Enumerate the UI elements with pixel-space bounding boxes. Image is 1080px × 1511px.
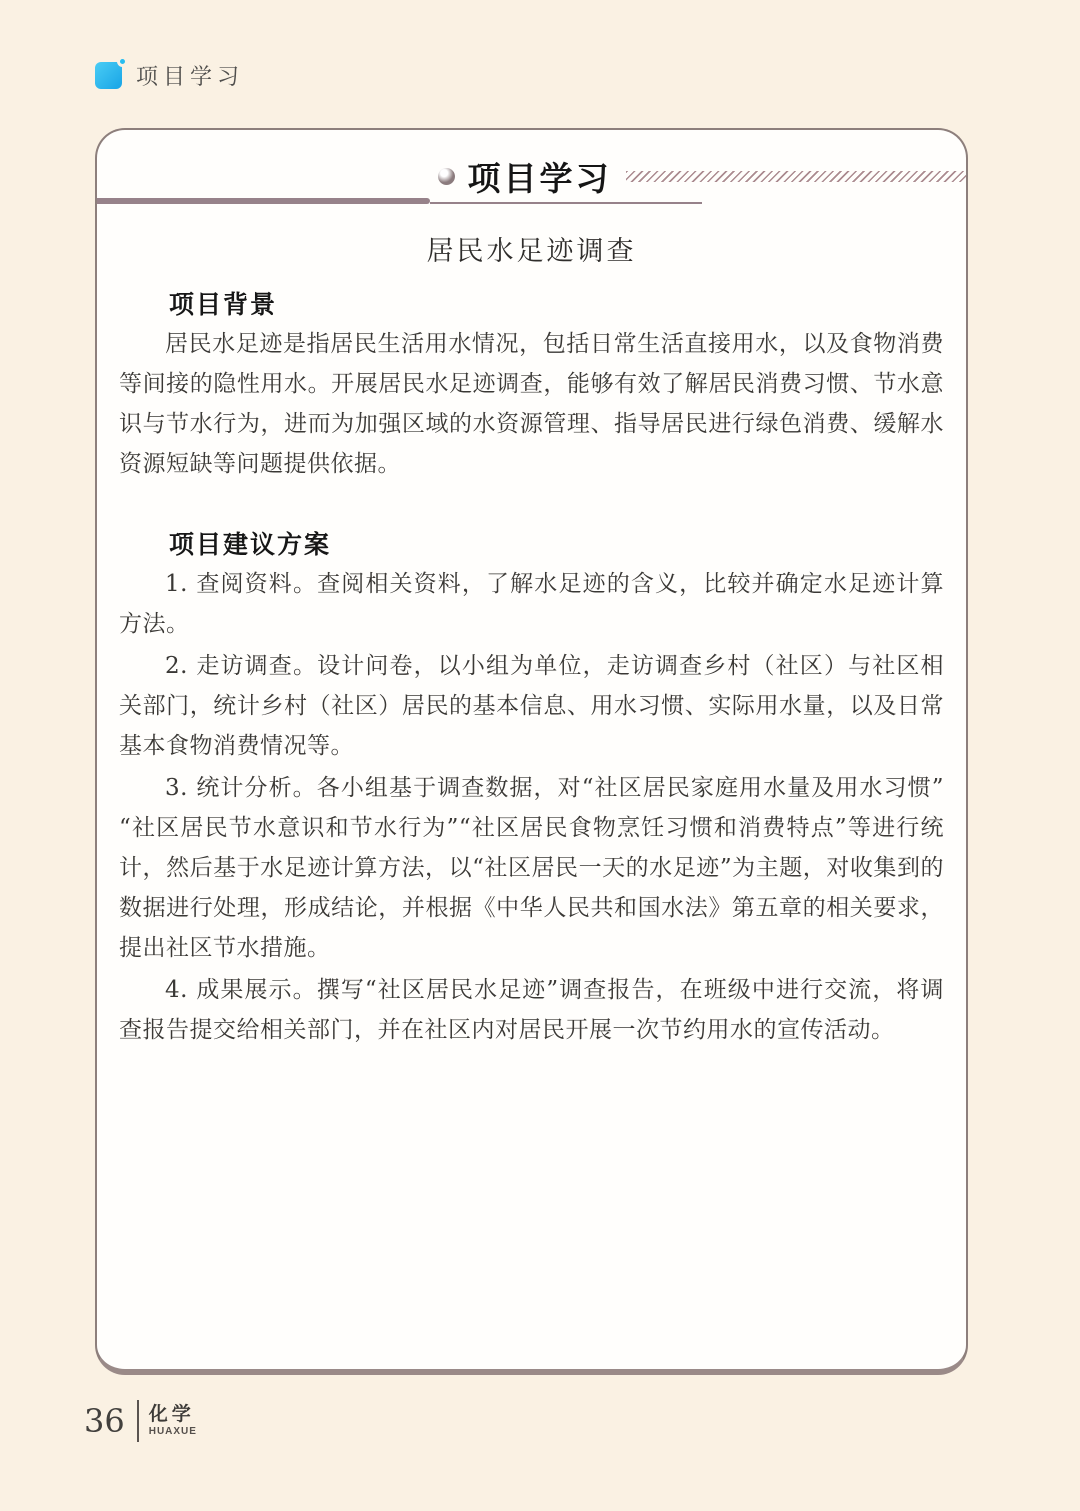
footer-divider [137, 1400, 139, 1442]
diagonal-stripes-decoration [626, 171, 967, 182]
underline-thick-segment [97, 198, 430, 204]
cyan-dot-icon [117, 56, 128, 67]
corner-label [95, 60, 244, 91]
book-title-chinese: 化学 [148, 1404, 195, 1425]
section-heading: 项目背景 [169, 291, 278, 319]
plan-step-3: 3. 统计分析。各小组基于调查数据，对“社区居民家庭用水量及用水习惯”“社区居民节水意识和节水行为”“社区居民食物烹饪习惯和消费特点”等进行统计，然后基于水足迹计算方法，以“社区居民一天的水足迹”为主题，对收集到的数据进行处理，形成结论，并根据《中华人民共和国水法》第五章的相关要求，提出社区节水措施。 [119, 775, 944, 961]
section-project-plan [97, 528, 966, 1050]
page-number: 36 [84, 1402, 125, 1440]
panel-title: 项目学习 [467, 159, 612, 197]
book-title-block [149, 1404, 197, 1438]
paragraph: 居民水足迹是指居民生活用水情况，包括日常生活直接用水，以及食物消费等间接的隐性用水。开展居民水足迹调查，能够有效了解居民消费习惯、节水意识与节水行为，进而为加强区域的水资源管理、指导居民进行绿色消费、缓解水资源短缺等问题提供依据。 [119, 331, 944, 477]
plan-step-4: 4. 成果展示。撰写“社区居民水足迹”调查报告，在班级中进行交流，将调查报告提交给相关部门，并在社区内对居民开展一次节约用水的宣传活动。 [119, 977, 944, 1043]
section-project-background [97, 288, 966, 484]
section-heading: 项目建议方案 [169, 531, 332, 559]
plan-step-2: 2. 走访调查。设计问卷，以小组为单位，走访调查乡村（社区）与社区相关部门，统计乡村（社区）居民的基本信息、用水习惯、实际用水量，以及日常基本食物消费情况等。 [119, 653, 944, 759]
cyan-square-icon [95, 62, 122, 89]
book-title-pinyin: HUAXUE [148, 1426, 197, 1437]
panel-header [97, 156, 966, 196]
document-title: 居民水足迹调查 [426, 236, 637, 267]
page-footer [84, 1400, 197, 1442]
underline-thin-segment [430, 202, 702, 204]
content-panel [95, 128, 968, 1375]
corner-label-text: 项目学习 [136, 64, 245, 89]
sphere-bullet-icon [438, 168, 455, 185]
plan-step-1: 1. 查阅资料。查阅相关资料，了解水足迹的含义，比较并确定水足迹计算方法。 [119, 571, 944, 637]
